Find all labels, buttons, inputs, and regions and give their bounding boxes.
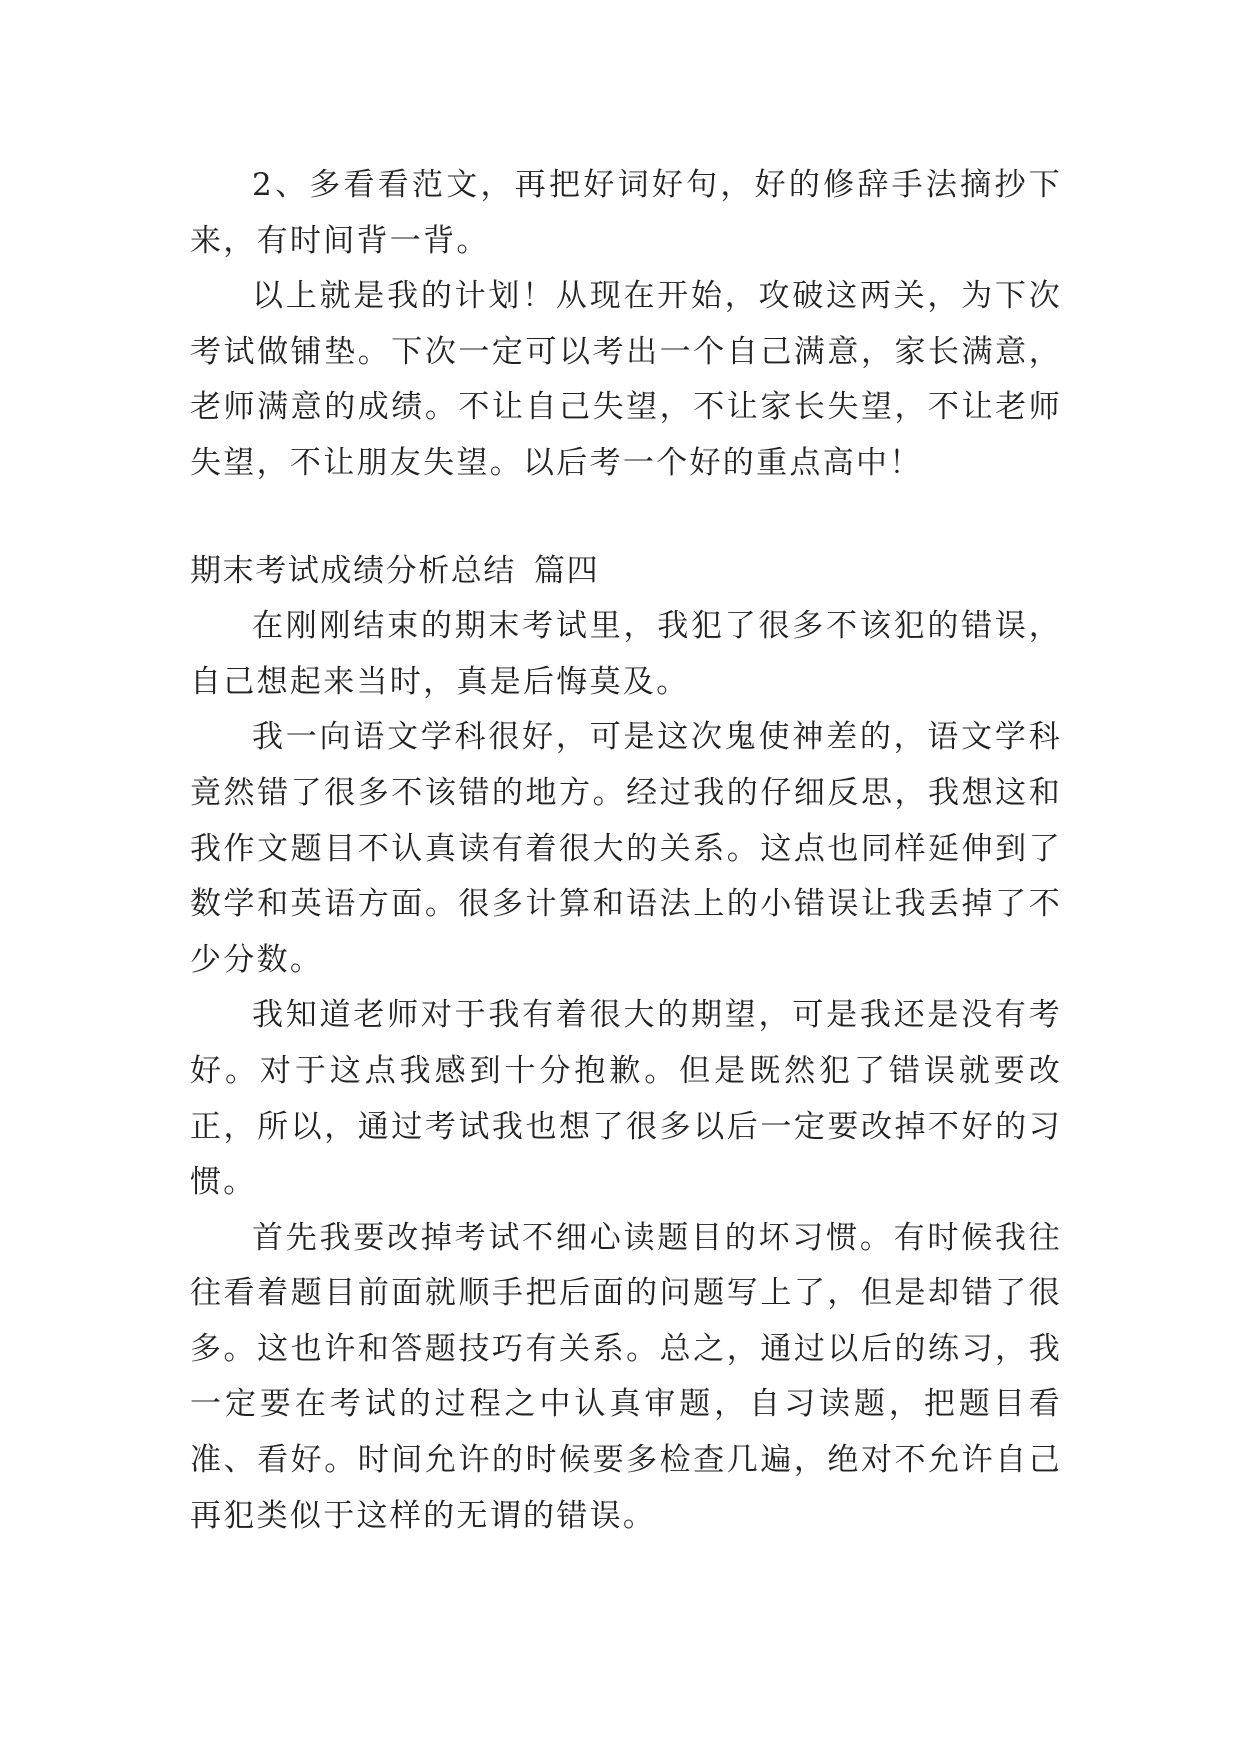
document-body: [190, 158, 1062, 1544]
paragraph: 首先我要改掉考试不细心读题目的坏习惯。有时候我往往看着题目前面就顺手把后面的问题写上了，但是却错了很多。这也许和答题技巧有关系。总之，通过以后的练习，我一定要在考试的过程之中认真审题，自习读题，把题目看准、看好。时间允许的时候要多检查几遍，绝对不允许自己再犯类似于这样的无谓的错误。: [190, 1219, 1062, 1534]
paragraph: 我知道老师对于我有着很大的期望，可是我还是没有考好。对于这点我感到十分抱歉。但是既然犯了错误就要改正，所以，通过考试我也想了很多以后一定要改掉不好的习惯。: [190, 997, 1062, 1201]
paragraph: 2、多看看范文，再把好词好句，好的修辞手法摘抄下来，有时间背一背。: [190, 167, 1062, 259]
section-heading: [190, 544, 1062, 600]
paragraph: 以上就是我的计划！从现在开始，攻破这两关，为下次考试做铺垫。下次一定可以考出一个自己满意，家长满意，老师满意的成绩。不让自己失望，不让家长失望，不让老师失望，不让朋友失望。以后考一个好的重点高中！: [190, 278, 1062, 481]
paragraph: 在刚刚结束的期末考试里，我犯了很多不该犯的错误，自己想起来当时，真是后悔莫及。: [190, 608, 1062, 700]
section-heading-title: 期末考试成绩分析总结: [190, 552, 516, 589]
paragraph: 我一向语文学科很好，可是这次鬼使神差的，语文学科竟然错了很多不该错的地方。经过我的仔细反思，我想这和我作文题目不认真读有着很大的关系。这点也同样延伸到了数学和英语方面。很多计算和语法上的小错误让我丢掉了不少分数。: [190, 719, 1062, 978]
section-heading-part: 篇四: [534, 552, 600, 589]
